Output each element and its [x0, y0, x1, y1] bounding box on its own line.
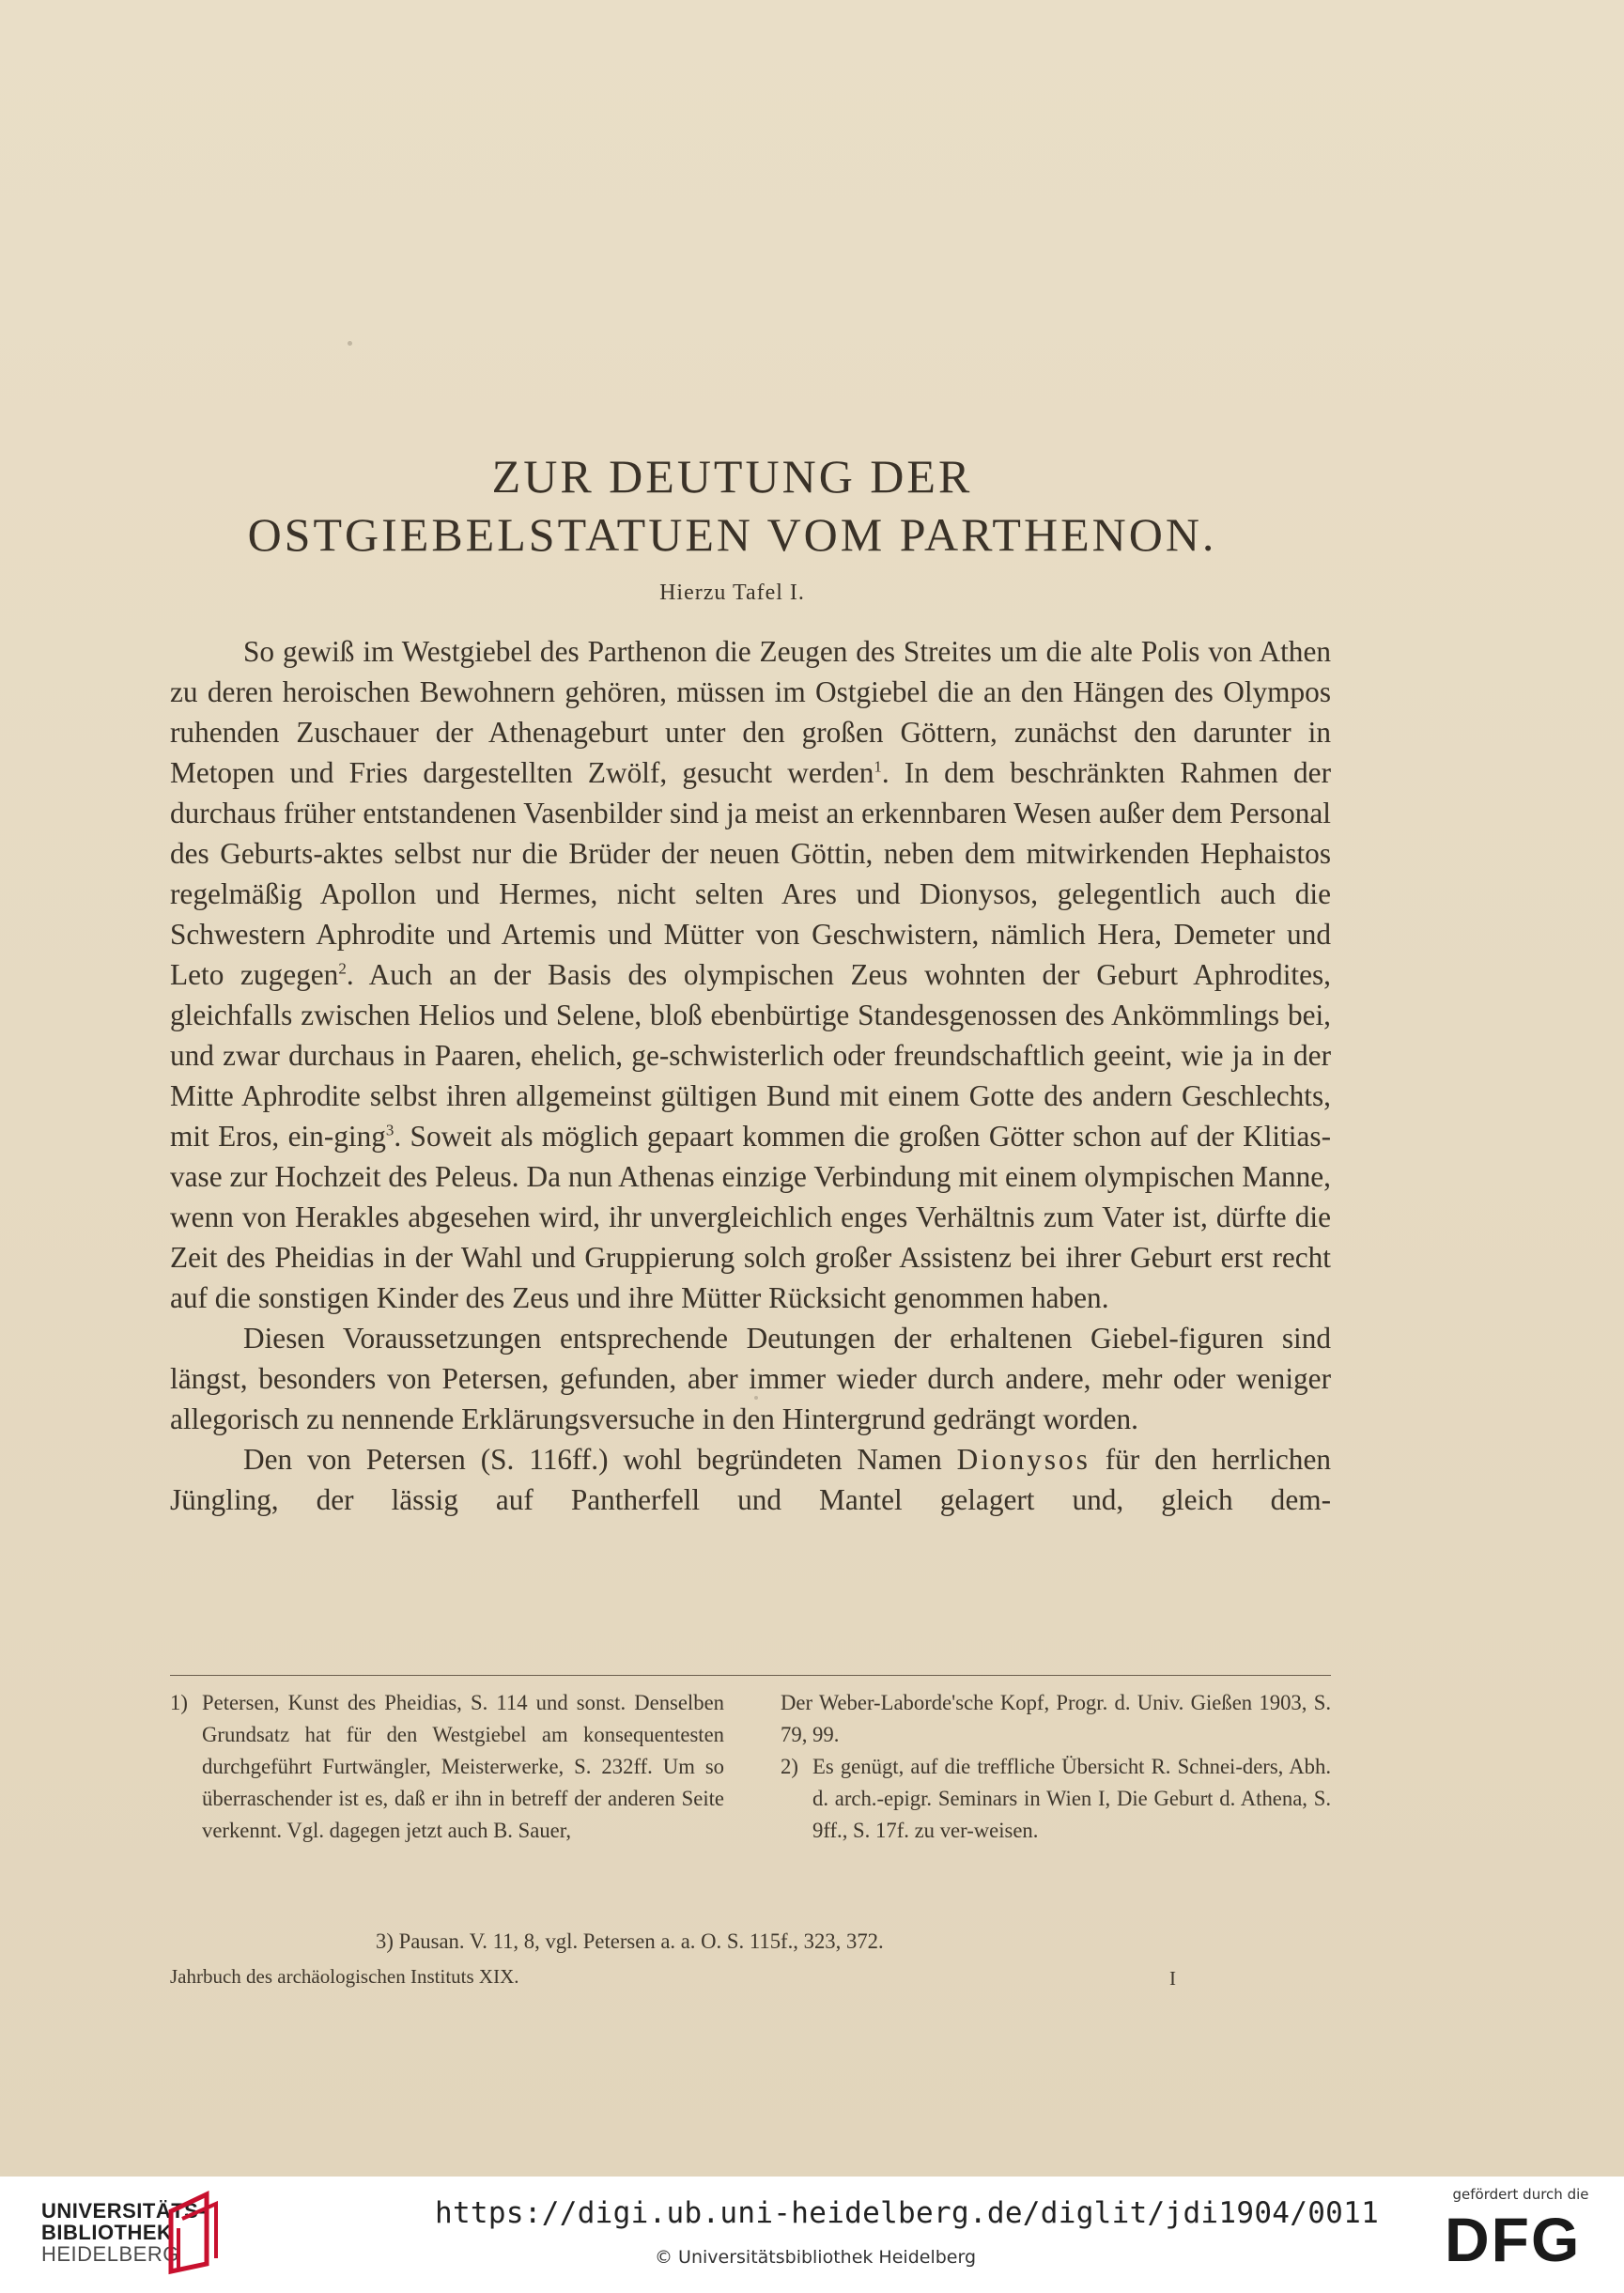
paragraph-text: . Auch an der Basis des olympischen Zeus wohnten der Geburt Aphrodites, gleichfalls zwischen Helios und Selene, bloß ebenbürtige Standesgenossen des Ankömmlings bei, und zwar durchaus in Paaren, ehelich, ge-schwisterlich oder freundschaftlich geeint, wie ja in der Mitte Aphrodite selbst ihren allgemeinst gültigen Bund mit einem Gotte des andern Geschlechts, mit Eros, ein-ging — [170, 958, 1331, 1153]
footnote-number: 3) — [376, 1929, 394, 1953]
article-title-line-2: OSTGIEBELSTATUEN VOM PARTHENON. — [247, 508, 1217, 561]
dfg-logo-text: DFG — [1445, 2208, 1582, 2267]
library-name-line: BIBLIOTHEK — [41, 2221, 173, 2244]
footnote-ref[interactable]: 1 — [874, 757, 882, 776]
footnote-3 — [376, 1926, 1334, 1958]
footnote-text: Pausan. V. 11, 8, vgl. Petersen a. a. O. S. 115f., 323, 372. — [398, 1929, 884, 1953]
footnote-2 — [781, 1751, 1331, 1847]
emphasized-name: Dionysos — [956, 1443, 1090, 1476]
footnotes-left-column — [170, 1687, 724, 1847]
permalink-url[interactable]: https://digi.ub.uni-heidelberg.de/diglit/jdi1904/0011 — [435, 2196, 1380, 2230]
paragraph-text: Den von Petersen (S. 116ff.) wohl begründeten Namen — [243, 1443, 957, 1476]
dfg-logo-icon — [1441, 2208, 1601, 2267]
footnotes-right-column — [781, 1687, 1331, 1847]
paper-speck — [348, 341, 352, 346]
paragraph-text: . Soweit als möglich gepaart kommen die großen Götter schon auf der Klitias-vase zur Hochzeit des Peleus. Da nun Athenas einzige Verbindung mit einem olympischen Manne, wenn von Herakles abgesehen wird, ihr unvergleichlich enges Verhältnis zum Vater ist, dürfte die Zeit des Pheidias in der Wahl und Gruppierung solch großer Assistenz bei ihrer Geburt erst recht auf die sonstigen Kinder des Zeus und ihre Mütter Rücksicht genommen haben. — [170, 1120, 1331, 1314]
funding-label: gefördert durch die — [1452, 2186, 1589, 2203]
footnote-number: 2) — [781, 1755, 798, 1778]
funding-credit[interactable] — [1441, 2186, 1601, 2270]
paragraph-text: So gewiß im Westgiebel des Parthenon die Zeugen des Streites um die alte Polis von Athen zu deren heroischen Bewohnern gehören, müssen im Ostgiebel die an den Hängen des Olympos ruhenden Zuschauer der Athenageburt unter den großen Göttern, zunächst den darunter in Metopen und Fries dargestellten Zwölf, gesucht werden — [170, 635, 1331, 789]
footnote-text: Petersen, Kunst des Pheidias, S. 114 und sonst. Denselben Grundsatz hat für den Westgiebel am konsequentesten durchgeführt Furtwängler, Meisterwerke, S. 232ff. Um so überraschender ist es, daß er ihn in betreff der anderen Seite verkennt. Vgl. dagegen jetzt auch B. Sauer, — [202, 1691, 724, 1842]
paragraph-3 — [170, 1439, 1331, 1520]
viewer-footer — [0, 2177, 1624, 2293]
paragraph-text: . In dem beschränkten Rahmen der durchaus früher entstandenen Vasenbilder sind ja meist an erkennbaren Wesen außer dem Personal des Geburts-aktes selbst nur die Brüder der neuen Göttin, neben dem mitwirkenden Hephaistos regelmäßig Apollon und Hermes, nicht selten Ares und Dionysos, gelegentlich auch die Schwestern Aphrodite und Artemis und Mütter von Geschwistern, nämlich Hera, Demeter und Leto zugegen — [170, 756, 1331, 991]
paragraph-text: für den herrlichen Jüngling, der lässig auf Pantherfell und Mantel gelagert und, gleich dem- — [170, 1443, 1331, 1516]
footnote-divider — [170, 1675, 1331, 1676]
library-emblem-icon — [162, 2191, 227, 2275]
library-name-line: HEIDELBERG — [41, 2242, 179, 2266]
copyright-notice: © Universitätsbibliothek Heidelberg — [655, 2247, 977, 2268]
footnote-1-continued: Der Weber-Laborde'sche Kopf, Progr. d. Univ. Gießen 1903, S. 79, 99. — [781, 1691, 1331, 1746]
footnote-ref[interactable]: 3 — [385, 1121, 394, 1139]
journal-signature: Jahrbuch des archäologischen Instituts XIX. — [170, 1965, 519, 1988]
paragraph-1 — [170, 631, 1331, 1318]
footnote-1 — [170, 1687, 724, 1847]
footnote-ref[interactable]: 2 — [338, 959, 347, 978]
plate-reference: Hierzu Tafel I. — [659, 581, 805, 605]
library-name-line: UNIVERSITÄTS- — [41, 2199, 207, 2223]
footnote-text: Es genügt, auf die treffliche Übersicht R. Schnei-ders, Abh. d. arch.-epigr. Seminars in Wien I, Die Geburt d. Athena, S. 9ff., S. 17f. zu ver-weisen. — [812, 1755, 1331, 1842]
paragraph-2: Diesen Voraussetzungen entsprechende Deutungen der erhaltenen Giebel-figuren sind längst, besonders von Petersen, gefunden, aber immer wieder durch andere, mehr oder weniger allegorisch zu nennende Erklärungsversuche in den Hintergrund gedrängt worden. — [170, 1322, 1331, 1435]
page-number: I — [1169, 1967, 1176, 1990]
article-title-line-1: ZUR DEUTUNG DER — [491, 450, 973, 503]
article-body — [170, 631, 1331, 1520]
footnote-number: 1) — [170, 1691, 188, 1714]
